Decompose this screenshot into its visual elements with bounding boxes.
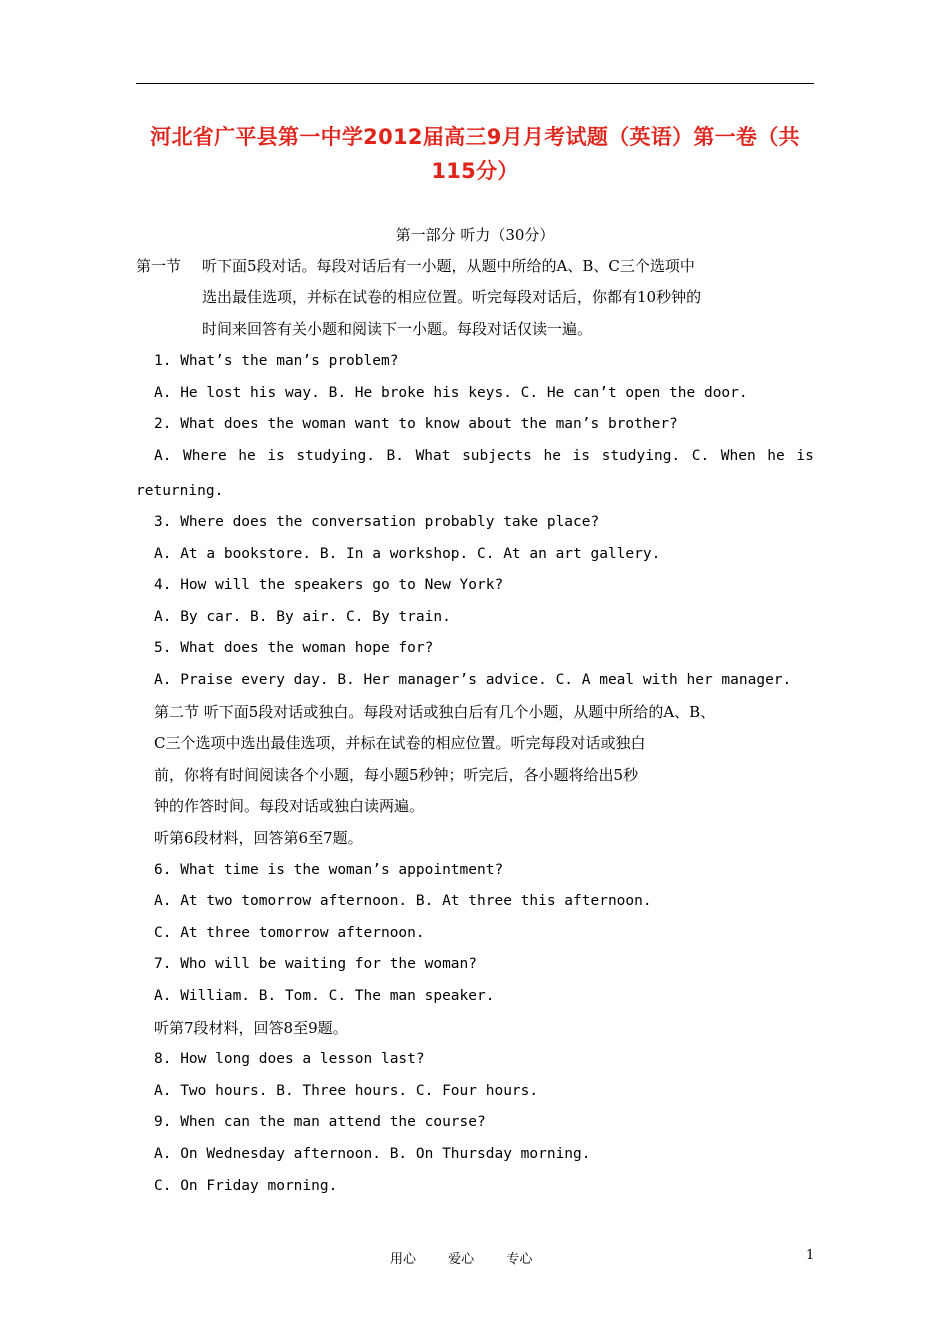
section2-line-3: 前，你将有时间阅读各个小题，每小题5秒钟；听完后，各小题将给出5秒	[154, 766, 639, 784]
part-heading: 第一部分 听力（30分）	[395, 226, 555, 244]
question-9: 9. When can the man attend the course?	[154, 1114, 486, 1130]
question-8: 8. How long does a lesson last?	[154, 1051, 425, 1067]
footer-motto-1: 用心	[390, 1252, 417, 1267]
section1-line-3: 时间来回答有关小题和阅读下一小题。每段对话仅读一遍。	[202, 320, 593, 338]
footer-motto-2: 爱心	[448, 1252, 475, 1267]
question-8-options: A. Two hours. B. Three hours. C. Four hours.	[154, 1083, 539, 1099]
section2-line-4: 钟的作答时间。每段对话或独白读两遍。	[154, 797, 425, 815]
question-7: 7. Who will be waiting for the woman?	[154, 956, 478, 972]
footer-motto	[390, 1248, 560, 1267]
header-rule	[136, 83, 814, 84]
question-3-options: A. At a bookstore. B. In a workshop. C. At an art gallery.	[154, 546, 661, 562]
question-9-options-2: C. On Friday morning.	[154, 1178, 338, 1194]
question-2-options: A. Where he is studying. B. What subjects he is studying. C. When he is	[154, 448, 814, 464]
page-number: 1	[806, 1248, 815, 1263]
section2-line-1: 第二节 听下面5段对话或独白。每段对话或独白后有几个小题，从题中所给的A、B、	[154, 703, 716, 721]
question-5-options: A. Praise every day. B. Her manager’s advice. C. A meal with her manager.	[154, 672, 792, 688]
question-4: 4. How will the speakers go to New York?	[154, 577, 504, 593]
question-3: 3. Where does the conversation probably take place?	[154, 514, 600, 530]
material-6-instruction: 听第6段材料，回答第6至7题。	[154, 829, 363, 847]
question-9-options-1: A. On Wednesday afternoon. B. On Thursday morning.	[154, 1146, 591, 1162]
section1-label: 第一节	[136, 257, 182, 275]
question-7-options: A. William. B. Tom. C. The man speaker.	[154, 988, 495, 1004]
section1-line-1: 听下面5段对话。每段对话后有一小题，从题中所给的A、B、C三个选项中	[202, 257, 695, 275]
question-6-options-1: A. At two tomorrow afternoon. B. At three this afternoon.	[154, 893, 652, 909]
section1-line-2: 选出最佳选项，并标在试卷的相应位置。听完每段对话后，你都有10秒钟的	[202, 288, 702, 306]
question-1: 1. What’s the man’s problem?	[154, 353, 399, 369]
material-7-instruction: 听第7段材料，回答8至9题。	[154, 1019, 348, 1037]
question-6: 6. What time is the woman’s appointment?	[154, 862, 504, 878]
question-1-options: A. He lost his way. B. He broke his keys. C. He can’t open the door.	[154, 385, 748, 401]
question-2-options-wrap: returning.	[136, 483, 224, 499]
footer-motto-3: 专心	[506, 1252, 533, 1267]
question-6-options-2: C. At three tomorrow afternoon.	[154, 925, 425, 941]
page-title: 河北省广平县第一中学2012届高三9月月考试题（英语）第一卷（共115分）	[150, 125, 800, 183]
question-5: 5. What does the woman hope for?	[154, 640, 434, 656]
question-4-options: A. By car. B. By air. C. By train.	[154, 609, 451, 625]
section2-line-2: C三个选项中选出最佳选项，并标在试卷的相应位置。听完每段对话或独白	[154, 734, 646, 752]
question-2: 2. What does the woman want to know about the man’s brother?	[154, 416, 678, 432]
